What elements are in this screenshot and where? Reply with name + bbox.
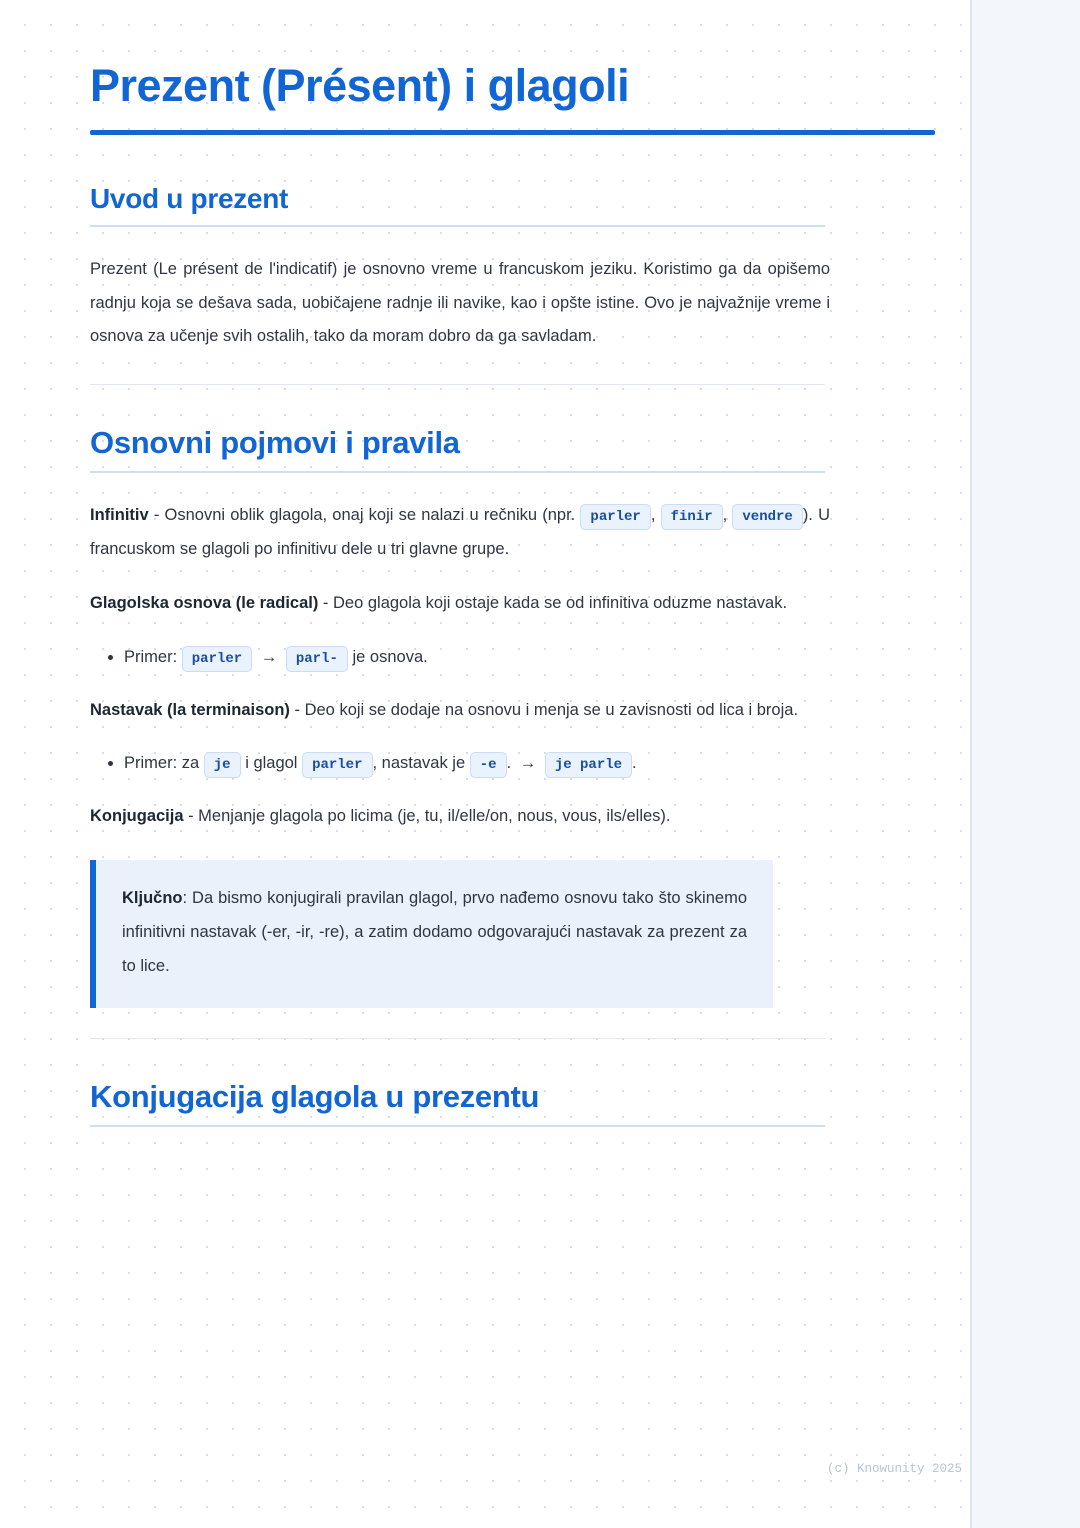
term-text-infinitiv-before: - Osnovni oblik glagola, onaj koji se nalazi u rečniku (npr.	[148, 506, 581, 525]
sep-1: ,	[650, 506, 661, 525]
code-token-parl-stem: parl-	[286, 646, 348, 672]
example-mid-2: , nastavak je	[372, 754, 466, 773]
term-label-osnova: Glagolska osnova (le radical)	[90, 593, 319, 612]
term-infinitiv	[90, 499, 830, 567]
code-token-e-ending: -e	[470, 752, 507, 778]
section-divider	[90, 384, 825, 385]
list-item	[124, 747, 830, 780]
code-token-parler-nastavak: parler	[302, 752, 372, 778]
section-heading-pojmovi: Osnovni pojmovi i pravila	[90, 425, 460, 461]
example-mid-1: i glagol	[245, 754, 298, 773]
key-callout-box	[90, 860, 773, 1007]
term-osnova	[90, 587, 830, 621]
page-title: Prezent (Présent) i glagoli	[90, 60, 630, 111]
callout-body: : Da bismo konjugirali pravilan glagol, prvo nađemo osnovu tako što skinemo infinitivni nastavak (-er, -ir, -re), a zatim dodamo odgovarajući nastavak za prezent za to lice.	[122, 889, 747, 975]
section-heading-konjugacija: Konjugacija glagola u prezentu	[90, 1078, 540, 1114]
example-list-nastavak	[90, 747, 830, 780]
document-content	[90, 60, 830, 1153]
term-label-infinitiv: Infinitiv	[90, 506, 149, 525]
footer-credit: (c) Knowunity 2025	[826, 1462, 962, 1476]
term-nastavak	[90, 694, 830, 728]
callout-text	[122, 882, 747, 983]
code-token-finir: finir	[661, 504, 723, 530]
section-underline	[90, 1125, 825, 1127]
list-item	[124, 641, 830, 674]
term-text-nastavak: - Deo koji se dodaje na osnovu i menja se u zavisnosti od lica i broja.	[289, 700, 799, 719]
example-prefix: Primer:	[124, 647, 178, 666]
example-prefix: Primer: za	[124, 754, 200, 773]
example-suffix: je osnova.	[352, 647, 428, 666]
example-end: .	[632, 754, 637, 773]
code-token-je-parle: je parle	[545, 752, 632, 778]
term-konjugacija	[90, 800, 830, 834]
callout-label: Ključno	[122, 889, 183, 908]
code-token-parler-example: parler	[182, 646, 252, 672]
intro-paragraph: Prezent (Le présent de l'indicatif) je osnovno vreme u francuskom jeziku. Koristimo ga da opišemo radnju koja se dešava sada, uobičajene radnje ili navike, kao i opšte istine. Ovo je najvažnije vreme i osnova za učenje svih ostalih, tako da moram dobro da ga savladam.	[90, 259, 830, 346]
term-label-nastavak: Nastavak (la terminaison)	[90, 700, 290, 719]
section-underline	[90, 225, 825, 227]
section-heading-uvod: Uvod u prezent	[90, 182, 289, 214]
term-label-konjugacija: Konjugacija	[90, 807, 184, 826]
section-divider	[90, 1038, 825, 1039]
example-dot: .	[506, 754, 512, 773]
arrow-icon: →	[260, 647, 278, 666]
sep-2: ,	[722, 506, 733, 525]
code-token-parler: parler	[580, 504, 650, 530]
code-token-je: je	[204, 752, 241, 778]
term-text-konjugacija: - Menjanje glagola po licima (je, tu, il/elle/on, nous, vous, ils/elles).	[183, 807, 671, 826]
example-list-osnova	[90, 641, 830, 674]
title-underline	[90, 130, 935, 135]
section-underline	[90, 471, 825, 473]
term-text-osnova: - Deo glagola koji ostaje kada se od infinitiva oduzme nastavak.	[318, 593, 788, 612]
code-token-vendre: vendre	[732, 504, 802, 530]
term-text-infinitiv-after: ). U francuskom se glagoli po infinitivu dele u tri glavne grupe.	[90, 506, 830, 558]
right-margin-band	[970, 0, 1080, 1528]
arrow-icon: →	[519, 754, 537, 773]
